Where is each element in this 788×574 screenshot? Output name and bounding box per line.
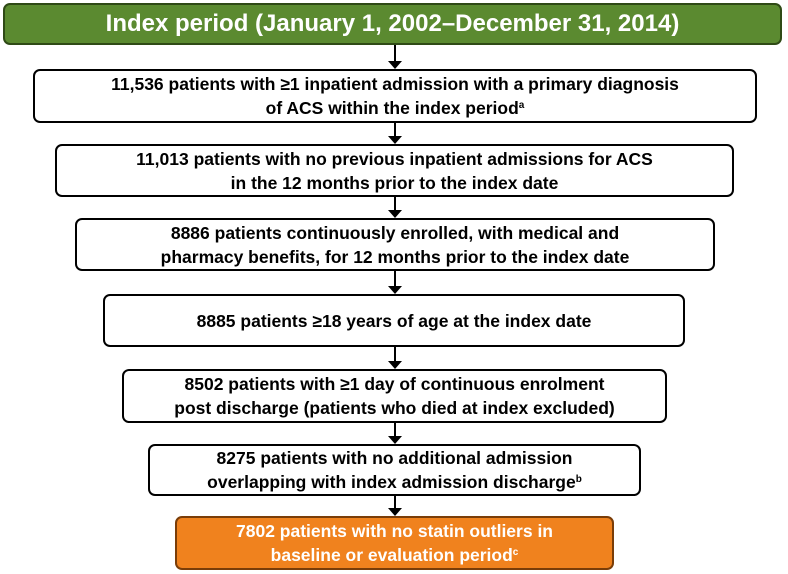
step-text-line-2: overlapping with index admission discharge$^b$ [207, 472, 582, 492]
step-box-post-discharge-enrolment [122, 369, 667, 423]
footnote-marker: b [575, 474, 582, 485]
index-period-title: Index period (January 1, 2002–December 31, 2014) [105, 10, 680, 37]
flow-arrow [388, 423, 402, 444]
flow-arrow [388, 347, 402, 369]
final-text-line-1: 7802 patients with no statin outliers in [236, 521, 553, 541]
step-box-no-previous-admissions [55, 144, 734, 197]
step-text-line-1: 8885 patients ≥18 years of age at the index date [196, 310, 592, 331]
final-text-line-2: baseline or evaluation period$^c$ [270, 545, 519, 565]
final-cohort-box [175, 516, 614, 570]
index-period-header [3, 3, 782, 45]
flow-arrow [388, 496, 402, 516]
step-text-line-1: 8502 patients with ≥1 day of continuous enrolment [184, 374, 605, 394]
flow-arrow [388, 123, 402, 144]
footnote-marker: c [512, 547, 519, 558]
step-box-continuous-enrollment [75, 218, 715, 271]
step-text-line-2: pharmacy benefits, for 12 months prior to the index date [160, 246, 630, 267]
step-text-line-2: post discharge (patients who died at index excluded) [174, 398, 615, 418]
step-text-line-1: 8275 patients with no additional admission [216, 448, 573, 468]
step-text-line-1: 8886 patients continuously enrolled, with medical and [170, 222, 620, 243]
step-text-line-1: 11,536 patients with ≥1 inpatient admission with a primary diagnosis [111, 74, 679, 94]
flow-arrow [388, 271, 402, 294]
step-box-age [103, 294, 685, 347]
flow-arrow [388, 45, 402, 69]
step-text-line-2: of ACS within the index period$^a$ [265, 98, 525, 118]
flow-arrow [388, 197, 402, 218]
footnote-marker: a [518, 100, 525, 111]
step-text-line-1: 11,013 patients with no previous inpatient admissions for ACS [136, 148, 653, 169]
step-text-line-2: in the 12 months prior to the index date [230, 172, 559, 193]
step-box-no-overlapping-admission [148, 444, 641, 496]
step-box-admissions [33, 69, 757, 123]
